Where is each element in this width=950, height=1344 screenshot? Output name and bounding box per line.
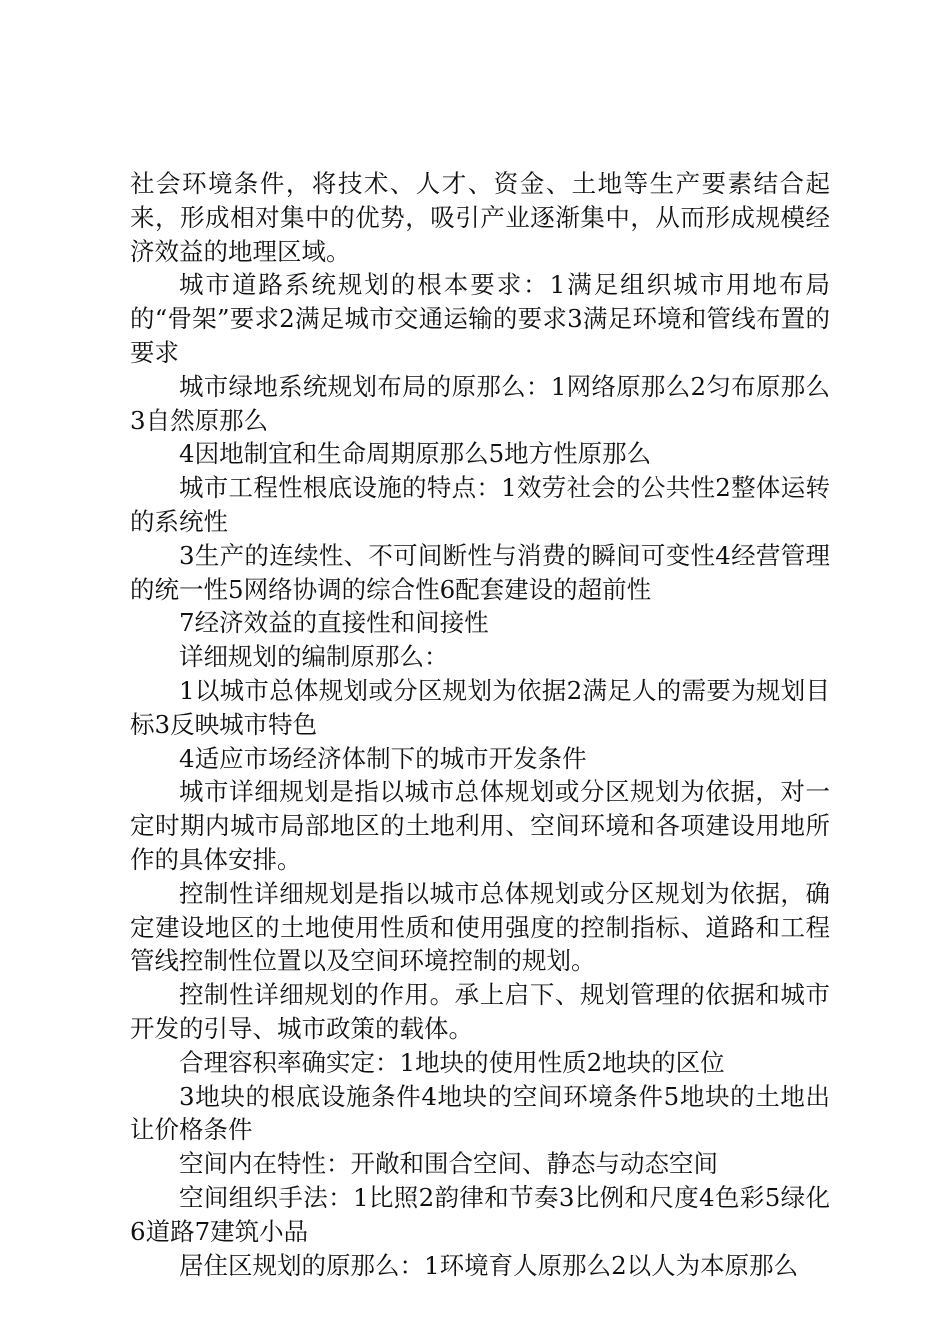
paragraph: 3地块的根底设施条件4地块的空间环境条件5地块的土地出让价格条件 xyxy=(130,1081,830,1145)
paragraph: 城市工程性根底设施的特点：1效劳社会的公共性2整体运转的系统性 xyxy=(130,473,830,536)
paragraph: 详细规划的编制原那么： xyxy=(179,642,449,672)
paragraph: 控制性详细规划是指以城市总体规划或分区规划为依据，确定建设地区的土地使用性质和使用强度的控制指标、道路和工程管线控制性位置以及空间环境控制的规划。 xyxy=(130,878,830,976)
paragraph: 7经济效益的直接性和间接性 xyxy=(179,608,489,638)
paragraph: 3生产的连续性、不可间断性与消费的瞬间可变性4经营管理的统一性5网络协调的综合性6配套建设的超前性 xyxy=(130,540,830,604)
paragraph: 社会环境条件，将技术、人才、资金、土地等生产要素结合起来，形成相对集中的优势，吸引产业逐渐集中，从而形成规模经济效益的地理区域。 xyxy=(130,169,830,266)
paragraph: 控制性详细规划的作用。承上启下、规划管理的依据和城市开发的引导、城市政策的载体。 xyxy=(130,980,830,1043)
paragraph: 4因地制宜和生命周期原那么5地方性原那么 xyxy=(179,439,652,469)
paragraph: 空间组织手法：1比照2韵律和节奏3比例和尺度4色彩5绿化6道路7建筑小品 xyxy=(130,1182,830,1246)
paragraph: 合理容积率确实定：1地块的使用性质2地块的区位 xyxy=(179,1047,725,1077)
paragraph: 城市绿地系统规划布局的原那么：1网络原那么2匀布原那么3自然原那么 xyxy=(130,371,830,435)
paragraph: 4适应市场经济体制下的城市开发条件 xyxy=(179,743,587,773)
document-body xyxy=(130,167,830,1282)
paragraph: 空间内在特性：开敞和围合空间、静态与动态空间 xyxy=(179,1149,718,1179)
paragraph: 1以城市总体规划或分区规划为依据2满足人的需要为规划目标3反映城市特色 xyxy=(130,675,830,739)
paragraph: 居住区规划的原那么：1环境育人原那么2以人为本原那么 xyxy=(179,1250,799,1280)
paragraph: 城市详细规划是指以城市总体规划或分区规划为依据，对一定时期内城市局部地区的土地利用、空间环境和各项建设用地所作的具体安排。 xyxy=(130,777,830,874)
paragraph: 城市道路系统规划的根本要求：1满足组织城市用地布局的“骨架”要求2满足城市交通运输的要求3满足环境和管线布置的要求 xyxy=(130,270,830,367)
